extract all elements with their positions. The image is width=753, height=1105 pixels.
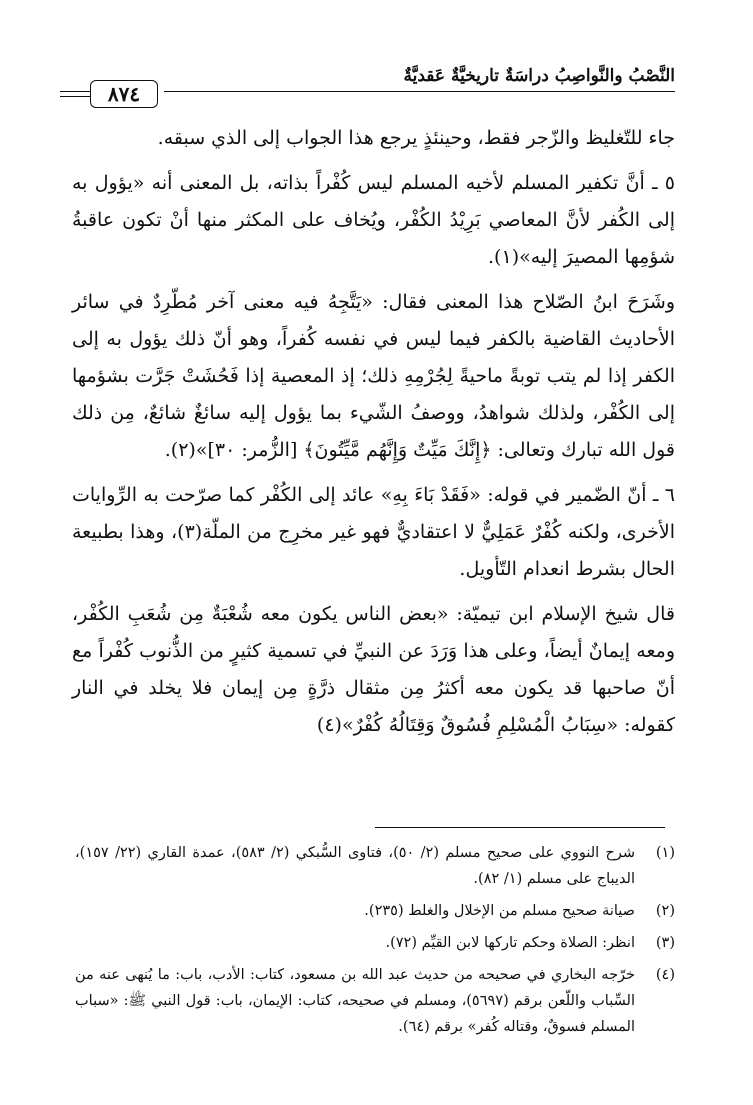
paragraph: ٦ ـ أنّ الضّمير في قوله: «فَقَدْ بَاءَ بِهِ» عائد إلى الكُفْر كما صرّحت به الرِّوايات الأخرى، ولكنه كُفْرٌ عَمَلِيٌّ لا اعتقاديٌّ فهو غير مخرِج من الملّة(٣)، وهذا بطبيعة الحال بشرط انعدام التّأويل. — [72, 484, 676, 580]
footnote-text: خرّجه البخاري في صحيحه من حديث عبد الله بن مسعود، كتاب: الأدب، باب: ما يُنهى عنه من السِّباب واللّعن برقم (٥٦٩٧)، ومسلم في صحيحه، كتاب: الإيمان، باب: قول النبي ﷺ: «سباب المسلم فسوقٌ، وقتاله كُفر» برقم (٦٤). — [75, 967, 635, 1035]
footnote-text: انظر: الصلاة وحكم تاركها لابن القيِّم (٧٢). — [385, 935, 635, 951]
footnote — [75, 962, 675, 1040]
page-number: ٨٧٤ — [107, 82, 141, 106]
paragraph: جاء للتّغليظ والزّجر فقط، وحينئذٍ يرجع هذا الجواب إلى الذي سبقه. — [157, 127, 675, 149]
running-title: النَّصْبُ والنَّواصِبُ دراسَةٌ تاريخيَّةٌ عَقديَّةٌ — [403, 66, 675, 86]
footnote — [75, 840, 675, 892]
footnote-separator — [375, 827, 665, 828]
footnote-number: (٤) — [655, 967, 675, 983]
footnotes — [75, 840, 675, 1046]
header-rule — [164, 91, 675, 92]
footnote — [75, 930, 675, 956]
paragraph: وشَرَحَ ابنُ الصّلاح هذا المعنى فقال: «يَتَّجِهُ فيه معنى آخر مُطّرِدٌ في سائر الأحاديث القاضية بالكفر فيما ليس في نفسه كُفراً، وهو أنّ ذلك يؤول به إلى الكفر إذا لم يتب توبةً ماحيةً لِجُرْمِهِ ذلك؛ إذ المعصية إذا فَحُشَتْ جَرَّت بشؤمها إلى الكُفْر، ولذلك شواهدُ، ووصفُ الشّيء بما يؤول إليه سائغٌ شائعٌ، مِن ذلك قول الله تبارك وتعالى: ﴿إِنَّكَ مَيِّتٌ وَإِنَّهُم مَّيِّتُونَ﴾ [الزُّمر: ٣٠]»(٢). — [72, 291, 675, 461]
paragraph: قال شيخ الإسلام ابن تيميّة: «بعض الناس يكون معه شُعْبَةٌ مِن شُعَبِ الكُفْر، ومعه إيمانٌ أيضاً، وعلى هذا وَرَدَ عن النبيِّ في تسمية كثيرٍ من الذُّنوب كُفْراً مع أنّ صاحبها قد يكون معه أكثرُ مِن مثقال ذرَّةٍ مِن إيمان فلا يخلد في النار كقوله: «سِبَابُ الْمُسْلِمِ فُسُوقٌ وَقِتَالُهُ كُفْرٌ»(٤) — [72, 603, 675, 736]
header-double-rule — [60, 91, 90, 97]
footnote-number: (٢) — [655, 903, 675, 919]
footnote-number: (١) — [655, 845, 675, 861]
footnote-text: شرح النووي على صحيح مسلم (٢/ ٥٠)، فتاوى السُّبكي (٢/ ٥٨٣)، عمدة القاري (٢٢/ ١٥٧)، الديباج على مسلم (١/ ٨٢). — [75, 845, 635, 887]
page-number-frame — [90, 80, 158, 108]
footnote-number: (٣) — [655, 935, 675, 951]
main-text — [72, 120, 675, 752]
footnote — [75, 898, 675, 924]
footnote-text: صيانة صحيح مسلم من الإخلال والغلط (٢٣٥). — [364, 903, 635, 919]
paragraph: ٥ ـ أنَّ تكفير المسلم لأخيه المسلم ليس كُفْراً بذاته، بل المعنى أنه «يؤول به إلى الكُفر لأنَّ المعاصي بَرِيْدُ الكُفْر، ويُخاف على المكثر منها أنْ تكون عاقبةُ شؤمِها المصيرَ إليه»(١). — [72, 172, 675, 268]
page-header — [60, 58, 675, 108]
